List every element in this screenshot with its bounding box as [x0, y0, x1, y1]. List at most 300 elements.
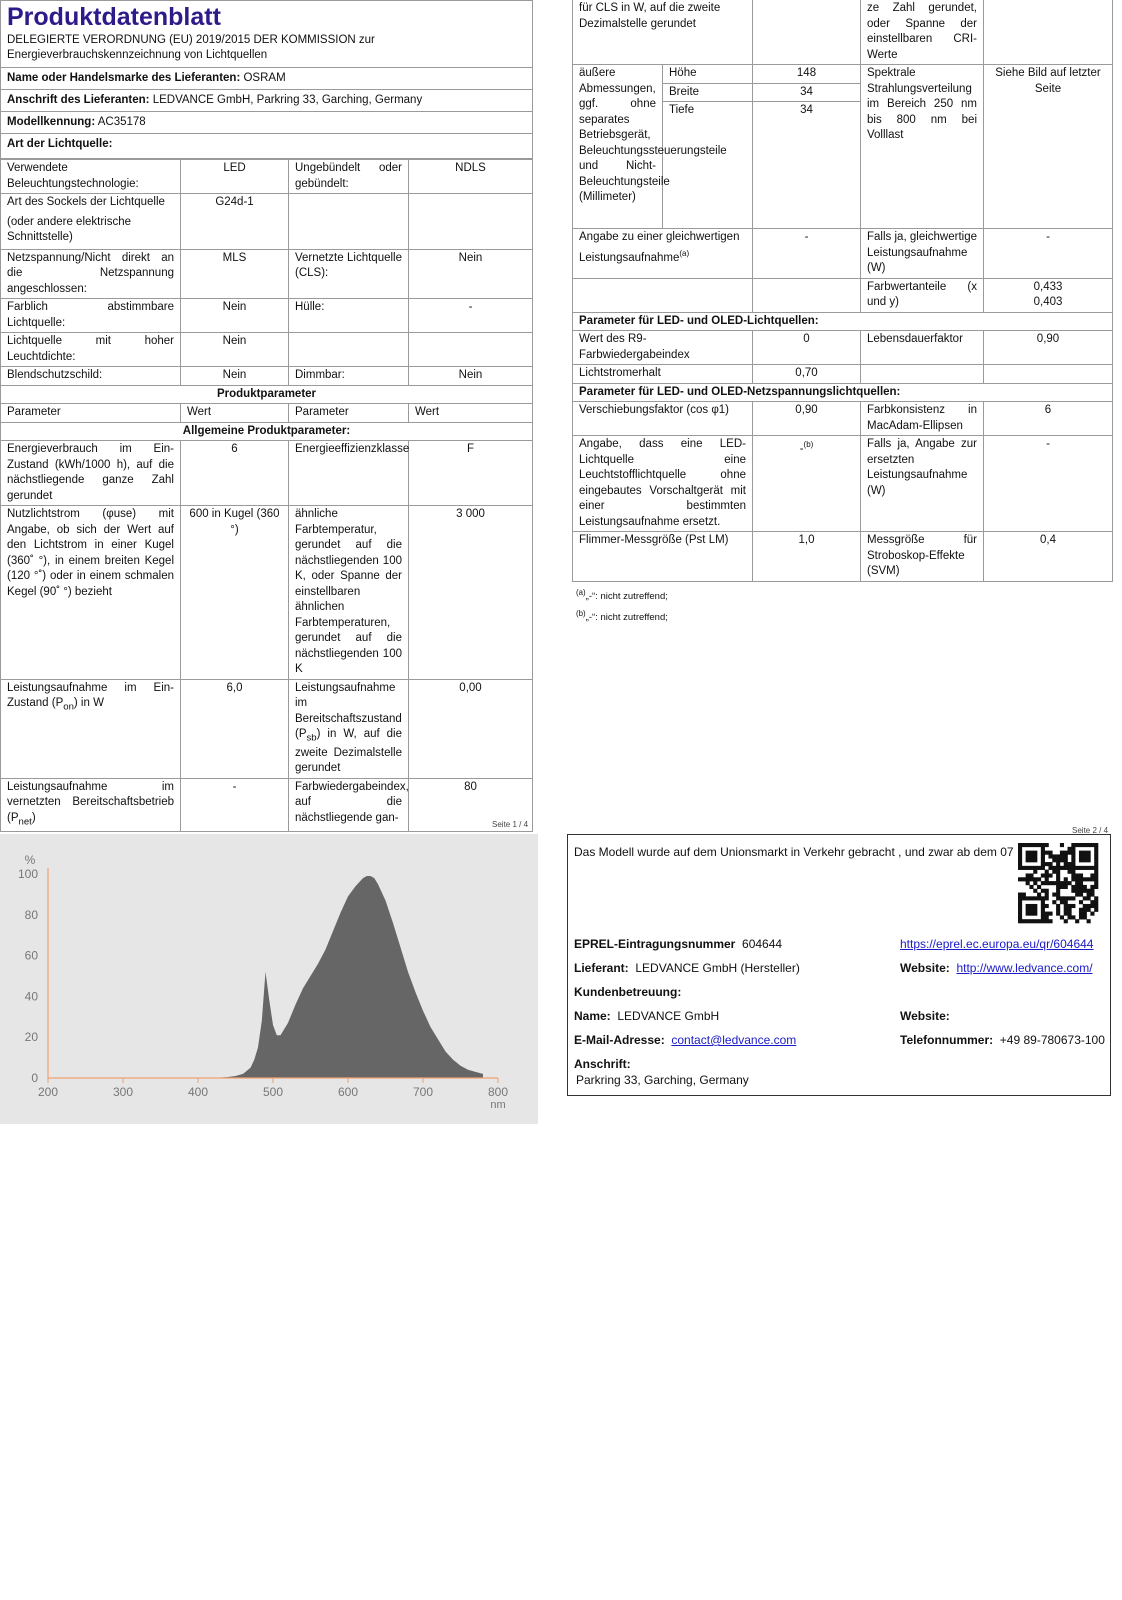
cell: Energieeffizienzklasse	[289, 441, 409, 506]
qr-module	[1090, 889, 1094, 893]
cell: Verschiebungsfaktor (cos φ1)	[573, 402, 753, 436]
cell: -	[984, 436, 1113, 532]
qr-module	[1083, 851, 1087, 855]
qr-module	[1048, 881, 1052, 885]
text: Angabe zu einer gleichwertigen Leistungsaufnahme	[579, 231, 740, 264]
qr-module	[1026, 877, 1030, 881]
qr-module	[1056, 858, 1060, 862]
qr-module	[1090, 885, 1094, 889]
cell: -	[181, 778, 289, 831]
qr-module	[1026, 881, 1030, 885]
qr-module	[1075, 919, 1079, 923]
qr-module	[1029, 877, 1033, 881]
qr-module	[1033, 881, 1037, 885]
qr-module	[1090, 900, 1094, 904]
email-link[interactable]: contact@ledvance.com	[671, 1033, 797, 1047]
qr-module	[1068, 915, 1072, 919]
cell	[984, 278, 1113, 312]
table-row	[1, 299, 533, 333]
qr-module	[1083, 854, 1087, 858]
qr-module	[1022, 877, 1026, 881]
cell: -	[753, 229, 861, 279]
eprel-link[interactable]: https://eprel.ec.europa.eu/qr/604644	[900, 937, 1094, 951]
qr-module	[1041, 858, 1045, 862]
qr-module	[1033, 904, 1037, 908]
qr-module	[1071, 915, 1075, 919]
kundenbetreuung-label: Kundenbetreuung:	[574, 985, 682, 999]
qr-module	[1018, 847, 1022, 851]
table-row	[1, 160, 533, 194]
qr-module	[1041, 889, 1045, 893]
text: Leistungsaufnahme im Ein-Zustand (P	[7, 681, 174, 709]
table-row	[1, 333, 533, 367]
superscript: (b)	[576, 608, 586, 618]
qr-module	[1029, 904, 1033, 908]
qr-module	[1033, 858, 1037, 862]
x-axis-label: nm	[490, 1099, 506, 1111]
qr-module	[1018, 866, 1022, 870]
qr-module	[1033, 908, 1037, 912]
qr-module	[1083, 896, 1087, 900]
cell: Farbkonsistenz in MacAdam-Ellipsen	[861, 402, 984, 436]
qr-module	[1079, 873, 1083, 877]
qr-module	[1071, 904, 1075, 908]
qr-module	[1090, 866, 1094, 870]
qr-module	[1048, 912, 1052, 916]
qr-module	[1090, 904, 1094, 908]
qr-module	[1068, 912, 1072, 916]
qr-module	[1079, 851, 1083, 855]
qr-module	[1033, 854, 1037, 858]
spectrum-area	[183, 876, 483, 1078]
qr-module	[1022, 893, 1026, 897]
qr-module	[1045, 893, 1049, 897]
qr-module	[1071, 873, 1075, 877]
qr-module	[1068, 881, 1072, 885]
qr-module	[1029, 908, 1033, 912]
qr-module	[1079, 885, 1083, 889]
cell: 600 in Kugel (360 °)	[181, 506, 289, 680]
cell: Messgröße für Stroboskop-Effekte (SVM)	[861, 532, 984, 582]
table-row	[1, 506, 533, 680]
table-row	[1, 194, 533, 250]
cell: Art des Sockels der Lichtquelle	[7, 196, 165, 208]
spectrum-chart	[0, 834, 538, 1124]
qr-module	[1018, 912, 1022, 916]
qr-module	[1041, 843, 1045, 847]
section-heading-allgemeine: Allgemeine Produktparameter:	[1, 422, 533, 441]
qr-module	[1029, 912, 1033, 916]
qr-module	[1018, 915, 1022, 919]
qr-module	[1037, 919, 1041, 923]
qr-module	[1083, 866, 1087, 870]
y-tick-label: 0	[31, 1071, 38, 1085]
qr-module	[1045, 889, 1049, 893]
qr-module	[1068, 862, 1072, 866]
model-label: Modellkennung:	[7, 116, 96, 128]
superscript: (a)	[576, 587, 586, 597]
table-row	[573, 436, 1113, 532]
qr-module	[1068, 904, 1072, 908]
cell: Hülle:	[289, 299, 409, 333]
qr-module	[1079, 858, 1083, 862]
cell: ze Zahl gerundet, oder Spanne der einstellbaren CRI-Werte	[861, 0, 984, 65]
qr-module	[1087, 908, 1091, 912]
qr-module	[1018, 900, 1022, 904]
qr-module	[1087, 904, 1091, 908]
qr-module	[1056, 854, 1060, 858]
qr-module	[1052, 866, 1056, 870]
section-heading-produktparameter: Produktparameter	[1, 385, 533, 404]
qr-module	[1029, 885, 1033, 889]
section-heading-netzspannung: Parameter für LED- und OLED-Netzspannungslichtquellen:	[573, 383, 1113, 402]
qr-module	[1071, 885, 1075, 889]
qr-module	[1094, 885, 1098, 889]
eprel-label: EPREL-Eintragungsnummer	[574, 937, 736, 951]
qr-module	[1064, 896, 1068, 900]
qr-module	[1064, 912, 1068, 916]
qr-module	[1094, 847, 1098, 851]
qr-module	[1018, 862, 1022, 866]
address-value: LEDVANCE GmbH, Parkring 33, Garching, Germany	[152, 94, 423, 106]
cell: (oder andere elektrische Schnittstelle)	[7, 215, 132, 243]
qr-module	[1048, 866, 1052, 870]
supplier-value: OSRAM	[243, 72, 286, 84]
qr-module	[1060, 915, 1064, 919]
qr-module	[1018, 854, 1022, 858]
qr-module	[1048, 851, 1052, 855]
qr-module	[1083, 877, 1087, 881]
lieferant-label: Lieferant:	[574, 961, 629, 975]
website2-label: Website:	[900, 1009, 950, 1023]
qr-module	[1060, 843, 1064, 847]
cell: 6	[181, 441, 289, 506]
qr-module	[1037, 843, 1041, 847]
qr-module	[1094, 870, 1098, 874]
cell: 0,90	[753, 402, 861, 436]
qr-module	[1079, 893, 1083, 897]
qr-module	[1033, 889, 1037, 893]
cell: Flimmer-Messgröße (Pst LM)	[573, 532, 753, 582]
qr-module	[1026, 843, 1030, 847]
text: 0,403	[1033, 296, 1063, 308]
qr-module	[1087, 896, 1091, 900]
cell: -	[409, 299, 533, 333]
qr-module	[1033, 877, 1037, 881]
cell	[753, 436, 861, 532]
y-tick-label: 20	[24, 1030, 38, 1045]
qr-module	[1045, 912, 1049, 916]
cell: 34	[753, 83, 861, 102]
qr-module	[1037, 885, 1041, 889]
qr-module	[1090, 893, 1094, 897]
qr-module	[1045, 919, 1049, 923]
param-table-continued	[572, 0, 1113, 582]
qr-module	[1026, 866, 1030, 870]
cell: Wert des R9-Farbwiedergabeindex	[573, 331, 753, 365]
cell: Farbwertanteile (x und y)	[861, 278, 984, 312]
qr-module	[1033, 843, 1037, 847]
table-row	[1, 249, 533, 299]
qr-module	[1033, 919, 1037, 923]
header-table	[0, 0, 533, 159]
table-row	[1, 778, 533, 831]
qr-module	[1094, 896, 1098, 900]
qr-module	[1079, 915, 1083, 919]
market-intro: Das Modell wurde auf dem Unionsmarkt in Verkehr gebracht , und zwar ab dem 07	[574, 845, 1014, 859]
qr-module	[1064, 885, 1068, 889]
qr-module	[1018, 896, 1022, 900]
cell: Nein	[181, 367, 289, 386]
cell: äußere Abmessungen, ggf. ohne separates Betriebsgerät, Beleuchtungssteuerungsteile und Nicht-Beleuchtungsteile (Millimeter)	[573, 65, 663, 229]
qr-module	[1052, 893, 1056, 897]
qr-module	[1094, 900, 1098, 904]
qr-module	[1041, 854, 1045, 858]
cell: Blendschutzschild:	[1, 367, 181, 386]
qr-module	[1029, 843, 1033, 847]
table-row	[1, 679, 533, 778]
qr-module	[1079, 854, 1083, 858]
qr-module	[1079, 843, 1083, 847]
table-row	[573, 331, 1113, 365]
qr-module	[1094, 858, 1098, 862]
qr-module	[1052, 858, 1056, 862]
qr-module	[1068, 870, 1072, 874]
cell: 0	[753, 331, 861, 365]
x-tick-label: 800	[487, 1085, 509, 1099]
cell: 6,0	[181, 679, 289, 778]
cell: -	[984, 229, 1113, 279]
table-header-row	[1, 404, 533, 423]
qr-module	[1026, 851, 1030, 855]
qr-module	[1041, 896, 1045, 900]
qr-module	[1079, 881, 1083, 885]
qr-module	[1018, 877, 1022, 881]
qr-code-icon	[1018, 843, 1098, 923]
cell: 0,4	[984, 532, 1113, 582]
qr-module	[1022, 866, 1026, 870]
cell: Verwendete Beleuchtungstechnologie:	[1, 160, 181, 194]
qr-module	[1064, 919, 1068, 923]
qr-module	[1079, 877, 1083, 881]
qr-module	[1041, 900, 1045, 904]
qr-module	[1064, 908, 1068, 912]
qr-module	[1029, 851, 1033, 855]
qr-module	[1083, 885, 1087, 889]
cell: 0,90	[984, 331, 1113, 365]
qr-module	[1037, 866, 1041, 870]
cell: Lichtstromerhalt	[573, 365, 753, 384]
cell	[289, 679, 409, 778]
qr-module	[1018, 919, 1022, 923]
spectrum-chart-panel	[0, 834, 538, 1124]
subscript: on	[63, 701, 74, 713]
qr-module	[1052, 881, 1056, 885]
qr-module	[1075, 843, 1079, 847]
qr-module	[1056, 870, 1060, 874]
qr-module	[1083, 908, 1087, 912]
model-value: AC35178	[97, 116, 146, 128]
qr-module	[1018, 851, 1022, 855]
qr-module	[1056, 862, 1060, 866]
cell	[1, 679, 181, 778]
cell: Nein	[409, 367, 533, 386]
qr-module	[1060, 881, 1064, 885]
qr-module	[1068, 866, 1072, 870]
qr-module	[1052, 870, 1056, 874]
qr-module	[1060, 900, 1064, 904]
qr-module	[1056, 877, 1060, 881]
qr-module	[1041, 915, 1045, 919]
qr-module	[1041, 904, 1045, 908]
qr-module	[1090, 912, 1094, 916]
qr-module	[1087, 843, 1091, 847]
qr-module	[1079, 908, 1083, 912]
table-row	[573, 0, 1113, 65]
cell: Dimmbar:	[289, 367, 409, 386]
qr-module	[1056, 881, 1060, 885]
cell: Energieverbrauch im Ein-Zustand (kWh/1000 h), auf die nächstliegende ganze Zahl gerundet	[1, 441, 181, 506]
qr-module	[1075, 873, 1079, 877]
table-row	[573, 229, 1113, 279]
cell: Farblich abstimmbare Lichtquelle:	[1, 299, 181, 333]
qr-module	[1029, 919, 1033, 923]
qr-module	[1060, 851, 1064, 855]
qr-module	[1083, 915, 1087, 919]
text: ) in W	[73, 697, 104, 709]
cell: 1,0	[753, 532, 861, 582]
text: ) in W, auf die zweite Dezimalstelle gerundet	[295, 728, 402, 775]
qr-module	[1068, 847, 1072, 851]
qr-module	[1045, 873, 1049, 877]
qr-module	[1071, 870, 1075, 874]
cell: Netzspannung/Nicht direkt an die Netzspannung angeschlossen:	[1, 249, 181, 299]
qr-module	[1048, 854, 1052, 858]
page-number-2: Seite 2 / 4	[1072, 826, 1109, 835]
qr-module	[1060, 885, 1064, 889]
qr-module	[1064, 854, 1068, 858]
qr-module	[1075, 893, 1079, 897]
qr-module	[1041, 866, 1045, 870]
qr-module	[1041, 919, 1045, 923]
cell: Angabe, dass eine LED-Lichtquelle eine Leuchtstofflichtquelle ohne eingebautes Vorschaltgerät mit einer bestimmten Leistungsaufnahme ersetzt.	[573, 436, 753, 532]
eprel-value: 604644	[742, 937, 783, 951]
table-row	[573, 402, 1113, 436]
qr-module	[1045, 877, 1049, 881]
cell: MLS	[181, 249, 289, 299]
qr-module	[1026, 873, 1030, 877]
qr-module	[1071, 851, 1075, 855]
email-label: E-Mail-Adresse:	[574, 1033, 665, 1047]
qr-module	[1094, 866, 1098, 870]
y-tick-label: 100	[17, 867, 38, 881]
qr-module	[1090, 873, 1094, 877]
qr-module	[1022, 919, 1026, 923]
qr-module	[1033, 866, 1037, 870]
qr-module	[1033, 912, 1037, 916]
qr-module	[1048, 919, 1052, 923]
column-header: Wert	[409, 404, 533, 423]
x-tick-label: 300	[112, 1085, 134, 1099]
qr-module	[1056, 873, 1060, 877]
qr-module	[1087, 858, 1091, 862]
cell: Nein	[181, 333, 289, 367]
qr-module	[1045, 881, 1049, 885]
qr-module	[1083, 904, 1087, 908]
qr-module	[1071, 866, 1075, 870]
table-row	[1, 441, 533, 506]
qr-module	[1064, 851, 1068, 855]
tel-label: Telefonnummer:	[900, 1033, 994, 1047]
name-label: Name:	[574, 1009, 611, 1023]
qr-module	[1087, 851, 1091, 855]
qr-module	[1068, 908, 1072, 912]
table-row	[1, 367, 533, 386]
y-tick-label: 60	[24, 948, 38, 963]
qr-module	[1026, 904, 1030, 908]
lieferant-value: LEDVANCE GmbH (Hersteller)	[635, 961, 800, 975]
address-label: Anschrift des Lieferanten:	[7, 94, 150, 106]
qr-module	[1045, 896, 1049, 900]
qr-module	[1022, 843, 1026, 847]
qr-module	[1041, 912, 1045, 916]
qr-module	[1068, 851, 1072, 855]
qr-module	[1029, 858, 1033, 862]
qr-module	[1045, 862, 1049, 866]
qr-module	[1056, 908, 1060, 912]
qr-module	[1041, 851, 1045, 855]
qr-module	[1075, 885, 1079, 889]
qr-module	[1029, 896, 1033, 900]
qr-module	[1029, 866, 1033, 870]
column-header: Parameter	[1, 404, 181, 423]
qr-module	[1087, 854, 1091, 858]
cell: Lichtquelle mit hoher Leuchtdichte:	[1, 333, 181, 367]
lightsource-table	[0, 159, 533, 832]
column-header: Wert	[181, 404, 289, 423]
qr-module	[1048, 862, 1052, 866]
cell: Nutzlichtstrom (φuse) mit Angabe, ob sich der Wert auf den Lichtstrom in einer Kugel (360˚ °), in einem breiten Kegel (120 °˚) oder in einem schmalen Kegel (90˚ °) bezieht	[1, 506, 181, 680]
qr-module	[1026, 854, 1030, 858]
cell: Farbwiedergabeindex, auf die nächstliegende gan-	[289, 778, 409, 831]
qr-module	[1094, 877, 1098, 881]
qr-module	[1033, 851, 1037, 855]
website-link[interactable]: http://www.ledvance.com/	[956, 961, 1093, 975]
page-title: Produktdatenblatt	[7, 3, 221, 31]
qr-module	[1087, 919, 1091, 923]
y-tick-label: 40	[24, 989, 38, 1004]
footnotes	[572, 582, 1112, 628]
cell: 34	[753, 102, 861, 229]
qr-module	[1094, 854, 1098, 858]
qr-module	[1060, 858, 1064, 862]
cell: 3 000	[409, 506, 533, 680]
qr-module	[1087, 866, 1091, 870]
table-row	[573, 65, 1113, 84]
qr-module	[1064, 866, 1068, 870]
qr-module	[1026, 908, 1030, 912]
qr-module	[1018, 893, 1022, 897]
qr-module	[1064, 862, 1068, 866]
qr-module	[1079, 900, 1083, 904]
qr-module	[1026, 858, 1030, 862]
qr-module	[1071, 854, 1075, 858]
qr-module	[1045, 915, 1049, 919]
text: )	[31, 811, 36, 824]
qr-module	[1056, 885, 1060, 889]
qr-module	[1083, 889, 1087, 893]
cell	[573, 229, 753, 279]
